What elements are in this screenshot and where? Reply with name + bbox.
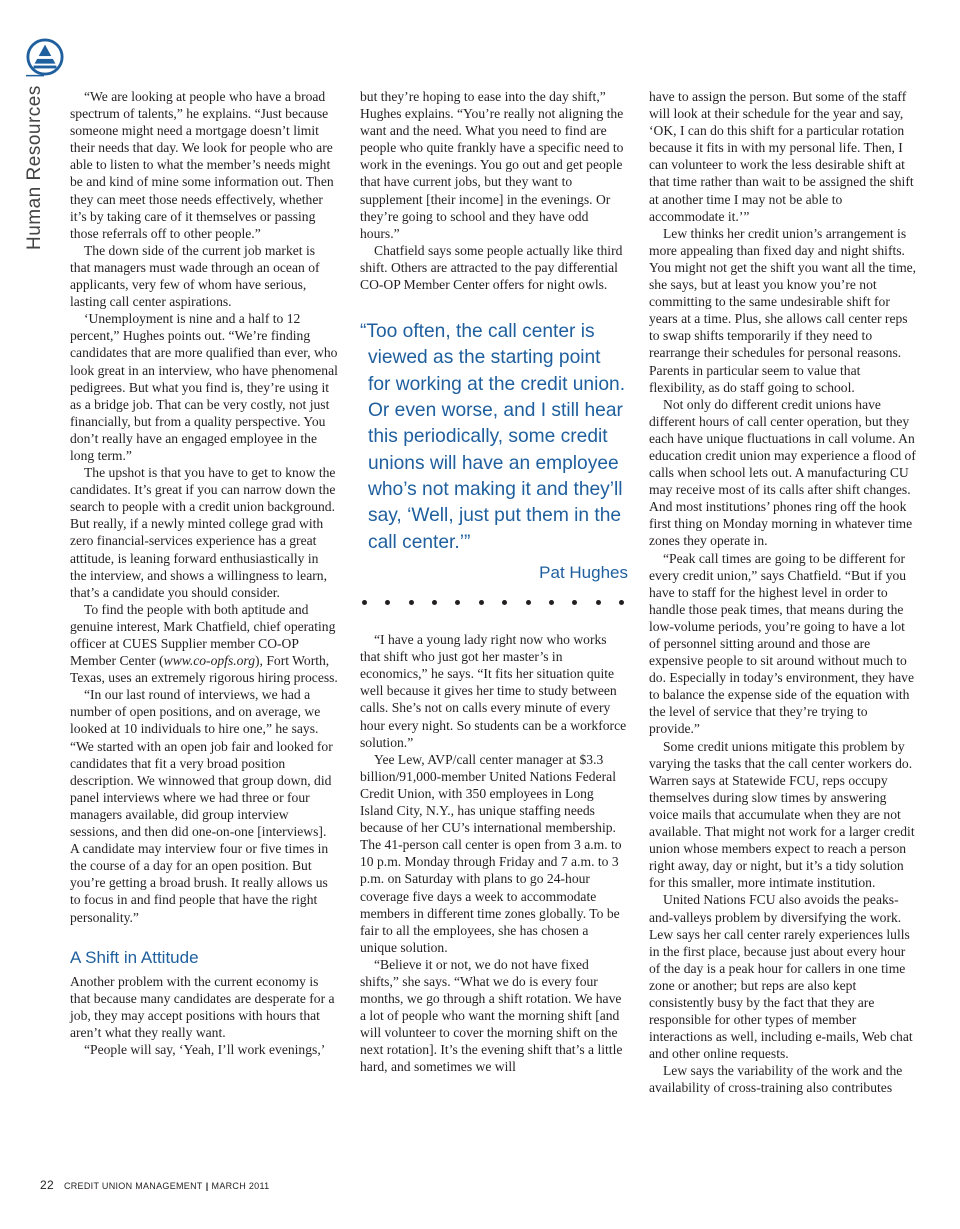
pull-quote-text: “Too often, the call center is viewed as the starting point for working at the credit union. Or even worse, and I still hear this periodically, some credit unions will have an employee who’s not making it and they’ll say, ‘Well, just put them in the call center.’” bbox=[360, 321, 626, 553]
paragraph-text: ), Fort Worth, Texas, uses an extremely rigorous hiring process. bbox=[70, 653, 338, 686]
divider-dot bbox=[619, 600, 624, 605]
divider-dot bbox=[549, 600, 554, 605]
paragraph bbox=[70, 601, 338, 686]
divider-dot bbox=[526, 600, 531, 605]
pull-quote-attribution: Pat Hughes bbox=[539, 562, 628, 582]
paragraph: Chatfield says some people actually like third shift. Others are attracted to the pay differential CO-OP Member Center offers for night owls. bbox=[360, 242, 623, 293]
article-column-1 bbox=[70, 88, 338, 1058]
divider-dot bbox=[502, 600, 507, 605]
section-logo-icon bbox=[24, 38, 64, 79]
paragraph: Some credit unions mitigate this problem by varying the tasks that the call center workers do. Warren says at Statewide FCU, reps occupy themselves during slow times by answering voice mails that accumulate when they are not available. That might not work for a larger credit union whose members expect to reach a person right away, day or night, but it’s a tidy solution for this smaller, more intimate institution. bbox=[649, 738, 915, 891]
paragraph-text: To find the people with both aptitude and genuine interest, Mark Chatfield, chief operating officer at CUES Supplier member CO-OP Member Center ( bbox=[70, 601, 336, 669]
page-number: 22 bbox=[40, 1178, 54, 1192]
section-label-text: Human Resources bbox=[24, 85, 45, 250]
divider-dot bbox=[455, 600, 460, 605]
paragraph: “In our last round of interviews, we had a number of open positions, and on average, we looked at 10 individuals to hire one,” he says. “We started with an open job fair and looked for candidates that fit a very broad position description. We winnowed that group down, did panel interviews where we had three or four managers available, did group interview sessions, and then did one-on-one [interviews]. A candidate may interview four or five times in the course of a day for an open position. But you’re getting a broad brush. It really allows us to focus in and find people that have the right personality.” bbox=[70, 687, 333, 925]
divider-dot bbox=[432, 600, 437, 605]
paragraph: Lew thinks her credit union’s arrangement is more appealing than fixed day and night shifts. You might not get the shift you want all the time, she says, but at least you know you’re not committing to the same undesirable shift for years at a time. Plus, she allows call center reps to swap shifts temporarily if they need to rearrange their schedules for personal reasons. Parents in particular seem to value that flexibility, as do staff going to school. bbox=[649, 225, 917, 395]
section-label bbox=[24, 73, 46, 250]
paragraph: Another problem with the current economy is that because many candidates are desperate for a job, they may accept positions with hours that aren’t what they really want. bbox=[70, 973, 335, 1040]
paragraph: ‘Unemployment is nine and a half to 12 percent,” Hughes points out. “We’re finding candidates that are more qualified than ever, who look great in an interview, who have phenomenal pedigrees. But what you find is, they’re using it as a bridge job. That can be very costly, not just financially, but from a quality perspective. You don’t really have an engaged employee in the long term.” bbox=[70, 311, 338, 463]
paragraph: “We are looking at people who have a broad spectrum of talents,” he explains. “Just because someone might need a mortgage doesn’t limit their needs that day. We look for people who are able to listen to what the member’s needs might be and kind of mine some information out. Then they can meet those needs effectively, whether it’s by taking care of it themselves or passing those referrals off to other people.” bbox=[70, 89, 334, 241]
paragraph: United Nations FCU also avoids the peaks-and-valleys problem by diversifying the work. Lew says her call center rarely experiences lulls in the first place, because just about every hour of the day is a peak hour for callers in one time zone or another; but reps are also kept consistently busy by the fact that they are responsible for other types of member interactions as well, including e-mails, Web chat and other online requests. bbox=[649, 892, 913, 1062]
divider-dot bbox=[409, 600, 414, 605]
paragraph: The upshot is that you have to get to know the candidates. It’s great if you can narrow down the search to people with a credit union background. But really, if a newly minted college grad with zero financial-services experience has a great attitude, is leaning forward enthusiastically in the interview, and shows a willingness to learn, that’s a candidate you should consider. bbox=[70, 465, 336, 600]
paragraph: The down side of the current job market is that managers must wade through an ocean of applicants, very few of whom have serious, lasting call center aspirations. bbox=[70, 242, 320, 310]
page-footer bbox=[40, 1178, 269, 1192]
divider-dot bbox=[596, 600, 601, 605]
paragraph: “Peak call times are going to be different for every credit union,” says Chatfield. “But if you have to staff for the highest level in order to handle those peak times, that means during the low-volume periods, you’re going to have a lot of personnel sitting around and those are expensive people to sit around without much to do. Especially in today’s environment, they have to balance the expense side of the equation with the level of service that they’re trying to provide.” bbox=[649, 550, 915, 737]
divider-dot bbox=[572, 600, 577, 605]
website-link[interactable]: www.co-opfs.org bbox=[163, 653, 256, 669]
publication-name: CREDIT UNION MANAGEMENT bbox=[63, 1181, 203, 1191]
paragraph: “Believe it or not, we do not have fixed shifts,” she says. “What we do is every four months, we go through a shift rotation. We have a lot of people who want the morning shift [and will volunteer to cover the morning shift on the next rotation]. It’s the evening shift that’s a little hard, and sometimes we will bbox=[360, 956, 623, 1075]
paragraph: “I have a young lady right now who works that shift who just got her master’s in economics,” he says. “It fits her situation quite well because it gives her time to study between calls. She’s not on calls every minute of every hour every night. So students can be a workforce solution.” bbox=[360, 632, 627, 750]
footer-divider: | bbox=[205, 1181, 209, 1191]
article-column-2 bbox=[360, 88, 628, 1076]
paragraph: “People will say, ‘Yeah, I’ll work evenings,’ bbox=[84, 1041, 326, 1057]
paragraph: have to assign the person. But some of the staff will look at their schedule for the year and say, ‘OK, I can do this shift for a particular rotation because it fits in with my personal life. Then, I can volunteer to work the less desirable shift at that time rather than wait to be assigned the shift at another time I may not be able to accommodate it.’” bbox=[649, 89, 914, 224]
paragraph: Lew says the variability of the work and the availability of cross-training also contributes bbox=[649, 1063, 903, 1096]
section-divider: | bbox=[24, 72, 45, 79]
paragraph: but they’re hoping to ease into the day shift,” Hughes explains. “You’re really not aligning the want and the need. What you need to find are people who quite frankly have a specific need to work in the evenings. You go out and get people that have current jobs, but they want to supplement [their income] in the evenings. Or they’re going to school and they have odd hours.” bbox=[360, 89, 624, 241]
dotted-divider bbox=[362, 600, 624, 605]
divider-dot bbox=[385, 600, 390, 605]
article-column-3 bbox=[649, 88, 917, 1097]
pull-quote bbox=[360, 319, 628, 586]
issue-date: MARCH 2011 bbox=[211, 1181, 270, 1191]
divider-dot bbox=[479, 600, 484, 605]
divider-dot bbox=[362, 600, 367, 605]
paragraph: Not only do different credit unions have different hours of call center operation, but they each have unique fluctuations in call volume. An education credit union may experience a flood of calls when school lets out. A manufacturing CU may receive most of its calls after shift changes. And most institutions’ phones ring off the hook first thing on Monday morning in whatever time zones they operate in. bbox=[649, 396, 916, 549]
subheading: A Shift in Attitude bbox=[70, 947, 199, 967]
paragraph: Yee Lew, AVP/call center manager at $3.3 billion/91,000-member United Nations Federal Credit Union, with 350 employees in Long Island City, N.Y., has unique staffing needs because of her CU’s international membership. The 41-person call center is open from 3 a.m. to 10 p.m. Monday through Friday and 7 a.m. to 3 p.m. on Saturday with plans to go 24-hour coverage five days a week to accommodate members in different time zones globally. To be fair to all the employees, she has chosen a unique solution. bbox=[360, 751, 622, 955]
